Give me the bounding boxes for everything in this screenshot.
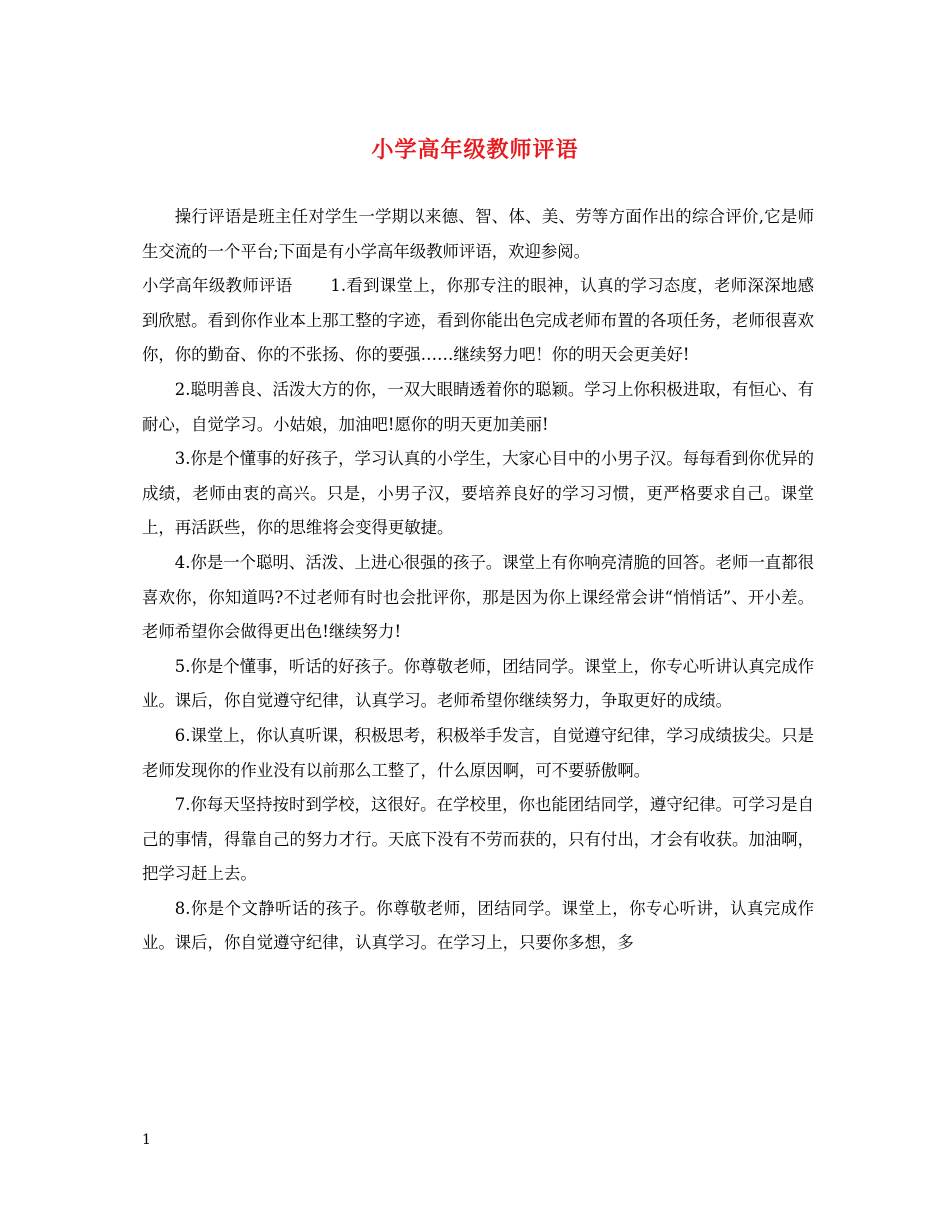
comment-paragraph-2: 2.聪明善良、活泼大方的你，一双大眼睛透着你的聪颖。学习上你积极进取，有恒心、有耐心，自觉学习。小姑娘，加油吧!愿你的明天更加美丽! [142, 379, 814, 434]
page-number: 1 [142, 1132, 151, 1148]
comment-paragraph-7: 7.你每天坚持按时到学校，这很好。在学校里，你也能团结同学，遵守纪律。可学习是自己的事情，得靠自己的努力才行。天底下没有不劳而获的，只有付出，才会有收获。加油啊，把学习赶上去。 [142, 795, 815, 884]
comment-paragraph-3: 3.你是个懂事的好孩子，学习认真的小学生，大家心目中的小男子汉。每每看到你优异的成绩，老师由衷的高兴。只是，小男子汉，要培养良好的学习习惯，更严格要求自己。课堂上，再活跃些，你的思维将会变得更敏捷。 [142, 449, 814, 538]
comment-paragraph-1 [142, 269, 814, 373]
comment-paragraph-4: 4.你是一个聪明、活泼、上进心很强的孩子。课堂上有你响亮清脆的回答。老师一直都很喜欢你，你知道吗?不过老师有时也会批评你，那是因为你上课经常会讲“悄悄话”、开小差。老师希望你会做得更出色!继续努力! [142, 552, 814, 642]
section-heading: 小学高年级教师评语 [142, 276, 293, 296]
comment-paragraph-6: 6.课堂上，你认真听课，积极思考，积极举手发言，自觉遵守纪律，学习成绩拔尖。只是老师发现你的作业没有以前那么工整了，什么原因啊，可不要骄傲啊。 [142, 725, 814, 780]
intro-paragraph: 操行评语是班主任对学生一学期以来德、智、体、美、劳等方面作出的综合评价,它是师生交流的一个平台;下面是有小学高年级教师评语，欢迎参阅。 [142, 207, 814, 261]
document-title: 小学高年级教师评语 [371, 137, 579, 163]
document-body [142, 200, 814, 961]
comment-paragraph-8: 8.你是个文静听话的孩子。你尊敬老师，团结同学。课堂上，你专心听讲，认真完成作业。课后，你自觉遵守纪律，认真学习。在学习上，只要你多想，多 [142, 898, 814, 953]
comment-text-1: 1.看到课堂上，你那专注的眼神，认真的学习态度，老师深深地感到欣慰。看到你作业本上那工整的字迹，看到你能出色完成老师布置的各项任务，老师很喜欢你，你的勤奋、你的不张扬、你的要强……继续努力吧！你的明天会更美好! [142, 276, 815, 365]
comment-paragraph-5: 5.你是个懂事，听话的好孩子。你尊敬老师，团结同学。课堂上，你专心听讲认真完成作业。课后，你自觉遵守纪律，认真学习。老师希望你继续努力，争取更好的成绩。 [142, 656, 814, 711]
